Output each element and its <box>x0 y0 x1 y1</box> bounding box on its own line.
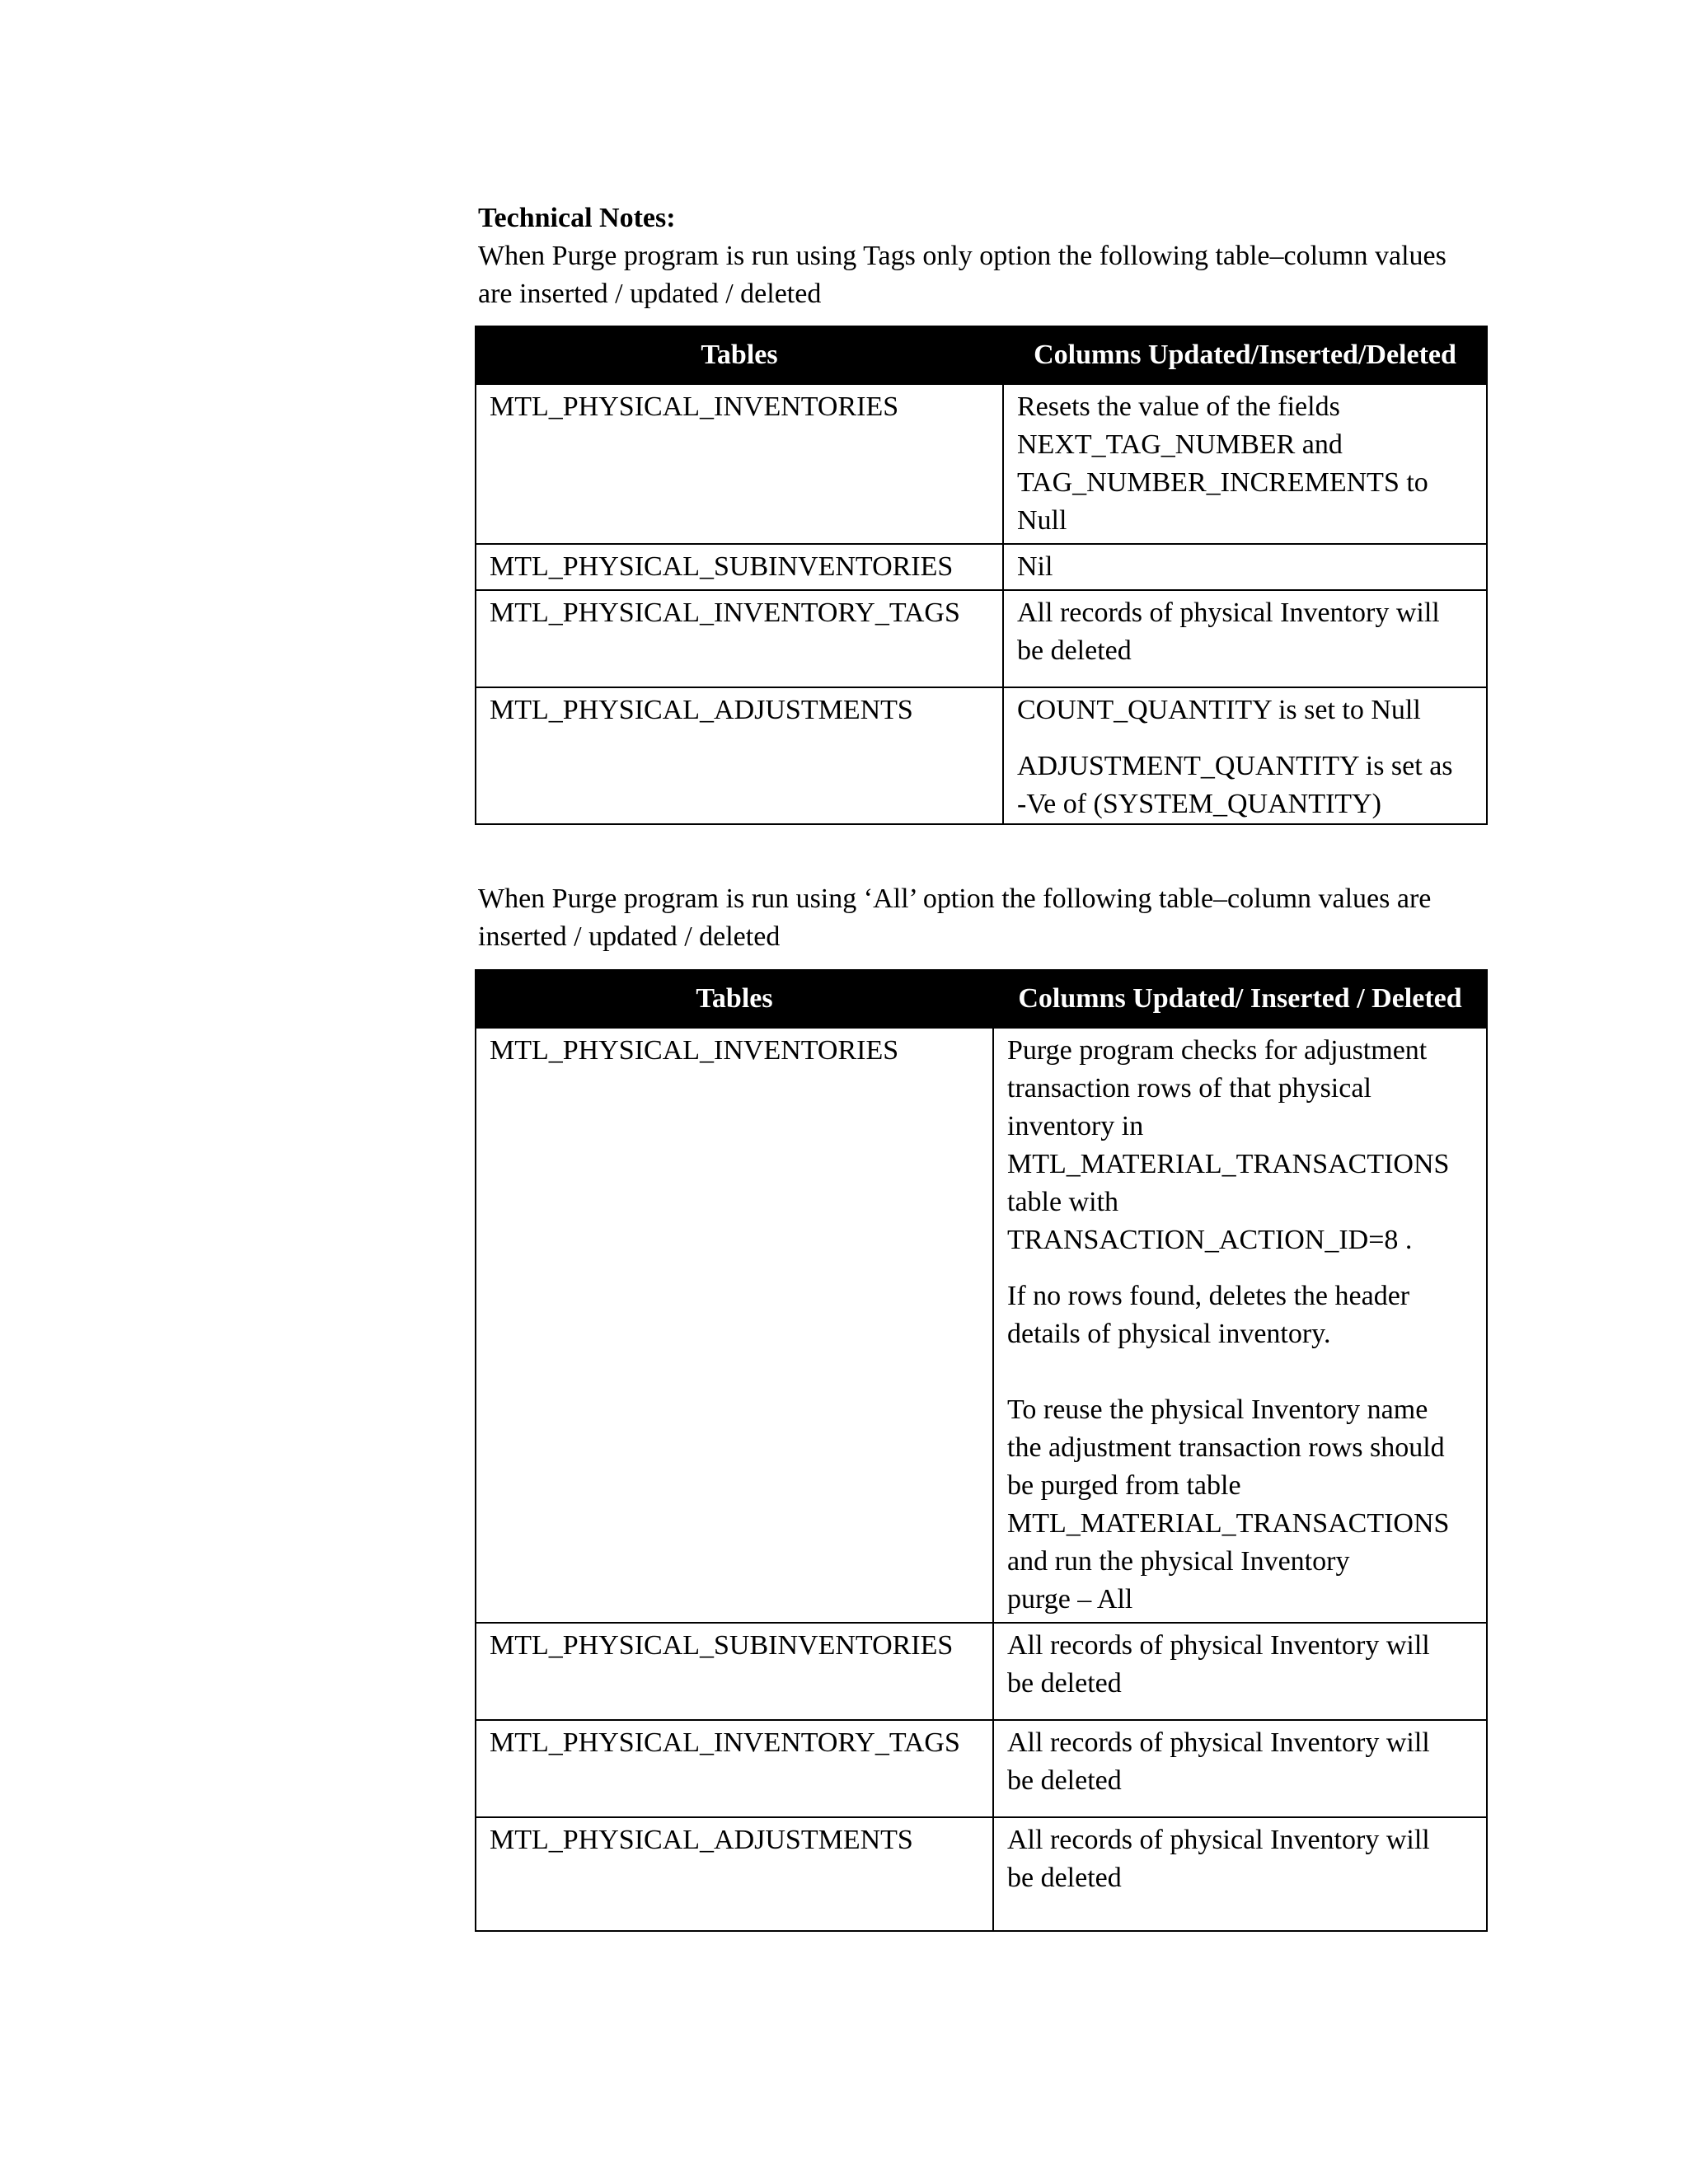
description-line: the adjustment transaction rows should <box>1007 1432 1445 1463</box>
tags-only-table <box>475 326 1488 825</box>
table-row <box>476 1623 1487 1720</box>
description-cell <box>993 1623 1487 1720</box>
table-name: MTL_PHYSICAL_SUBINVENTORIES <box>490 551 954 582</box>
table-name-cell <box>476 590 1003 687</box>
description-cell <box>993 1720 1487 1817</box>
table-name-cell <box>476 544 1003 590</box>
description-line: TAG_NUMBER_INCREMENTS to <box>1017 467 1428 498</box>
description-line: table with <box>1007 1187 1119 1217</box>
description-line: Resets the value of the fields <box>1017 391 1340 422</box>
description-cell <box>1003 687 1487 824</box>
description-line: be deleted <box>1017 635 1132 666</box>
table-name-cell <box>476 1720 993 1817</box>
description-cell <box>993 1817 1487 1931</box>
intro-line: When Purge program is run using Tags only option the following table–column values <box>478 241 1447 271</box>
table-name: MTL_PHYSICAL_INVENTORY_TAGS <box>490 1727 960 1758</box>
table-row <box>476 1028 1487 1623</box>
table-row <box>476 590 1487 687</box>
description-line: All records of physical Inventory will <box>1017 598 1440 628</box>
column-header-tables: Tables <box>476 326 1003 384</box>
description-line: Nil <box>1017 551 1053 582</box>
table-name: MTL_PHYSICAL_SUBINVENTORIES <box>490 1630 954 1661</box>
description-line: be deleted <box>1007 1668 1122 1699</box>
description-line: All records of physical Inventory will <box>1007 1727 1430 1758</box>
intro-paragraph-all-option <box>478 880 1492 956</box>
description-cell <box>1003 590 1487 687</box>
description-line: inventory in <box>1007 1111 1144 1141</box>
description-line: Purge program checks for adjustment <box>1007 1035 1428 1066</box>
table-name: MTL_PHYSICAL_INVENTORY_TAGS <box>490 598 960 628</box>
description-line: TRANSACTION_ACTION_ID=8 . <box>1007 1225 1413 1255</box>
description-line: transaction rows of that physical <box>1007 1073 1372 1104</box>
table-row <box>476 384 1487 544</box>
table-name: MTL_PHYSICAL_ADJUSTMENTS <box>490 1825 913 1855</box>
table-name-cell <box>476 687 1003 824</box>
intro-line: inserted / updated / deleted <box>478 921 781 952</box>
intro-line: are inserted / updated / deleted <box>478 279 822 309</box>
description-line: details of physical inventory. <box>1007 1319 1331 1349</box>
description-line: NEXT_TAG_NUMBER and <box>1017 429 1343 460</box>
table-row <box>476 1817 1487 1931</box>
description-line: -Ve of (SYSTEM_QUANTITY) <box>1017 789 1381 819</box>
description-cell <box>993 1028 1487 1623</box>
description-line: purge – All <box>1007 1584 1133 1615</box>
description-line: MTL_MATERIAL_TRANSACTIONS <box>1007 1149 1450 1179</box>
description-line: To reuse the physical Inventory name <box>1007 1394 1428 1425</box>
table-name: MTL_PHYSICAL_INVENTORIES <box>490 391 899 422</box>
table-name-cell <box>476 1028 993 1623</box>
table-name-cell <box>476 1817 993 1931</box>
all-option-table <box>475 969 1488 1932</box>
column-header-columns: Columns Updated/Inserted/Deleted <box>1003 326 1487 384</box>
table-row <box>476 687 1487 824</box>
table-header-row <box>476 970 1487 1028</box>
description-line: All records of physical Inventory will <box>1007 1825 1430 1855</box>
column-header-columns: Columns Updated/ Inserted / Deleted <box>993 970 1487 1028</box>
table-row <box>476 1720 1487 1817</box>
description-line: All records of physical Inventory will <box>1007 1630 1430 1661</box>
description-line: Null <box>1017 505 1067 536</box>
description-line: MTL_MATERIAL_TRANSACTIONS <box>1007 1508 1450 1539</box>
description-line: be deleted <box>1007 1863 1122 1893</box>
description-line: be deleted <box>1007 1765 1122 1796</box>
table-name-cell <box>476 1623 993 1720</box>
table-name: MTL_PHYSICAL_INVENTORIES <box>490 1035 899 1066</box>
table-name: MTL_PHYSICAL_ADJUSTMENTS <box>490 695 913 725</box>
description-line: be purged from table <box>1007 1470 1241 1501</box>
table-header-row <box>476 326 1487 384</box>
description-line: and run the physical Inventory <box>1007 1546 1350 1577</box>
description-line: COUNT_QUANTITY is set to Null <box>1017 695 1421 725</box>
description-line: If no rows found, deletes the header <box>1007 1281 1410 1311</box>
intro-paragraph-tags-only <box>478 237 1492 313</box>
table-name-cell <box>476 384 1003 544</box>
technical-notes-heading: Technical Notes: <box>478 203 676 233</box>
table-row <box>476 544 1487 590</box>
column-header-tables: Tables <box>476 970 993 1028</box>
description-line: ADJUSTMENT_QUANTITY is set as <box>1017 751 1453 781</box>
description-cell <box>1003 544 1487 590</box>
intro-line: When Purge program is run using ‘All’ option the following table–column values are <box>478 883 1432 914</box>
description-cell <box>1003 384 1487 544</box>
